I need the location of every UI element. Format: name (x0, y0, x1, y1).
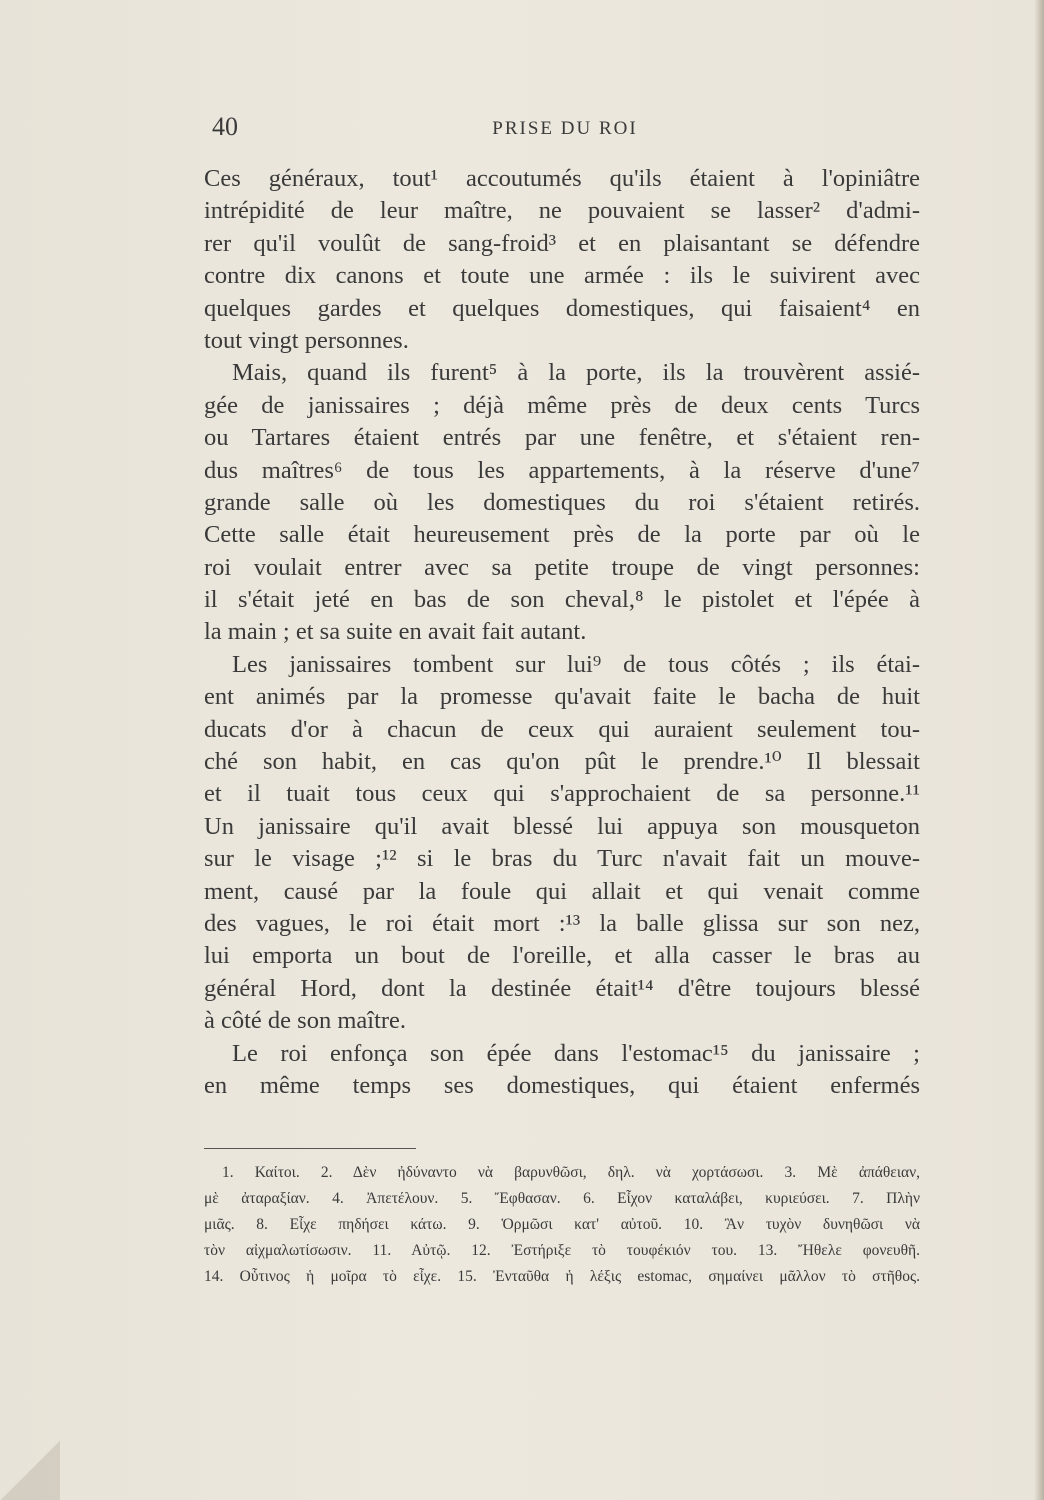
body-text (204, 163, 920, 1102)
text-line: ment, causé par la foule qui allait et qui venait comme (204, 877, 920, 905)
footnote-line: μὲ ἀταραξίαν. 4. Ἀπετέλουν. 5. Ἔφθασαν. 6. Εἶχον καταλάβει, κυριεύσει. 7. Πλὴν (204, 1190, 920, 1207)
text-line: Ces généraux, tout¹ accoutumés qu'ils étaient à l'opiniâtre (204, 165, 920, 192)
text-line: roi voulait entrer avec sa petite troupe de vingt personnes: (204, 553, 920, 581)
text-line: gée de janissaires ; déjà même près de deux cents Turcs (204, 391, 920, 419)
text-line: intrépidité de leur maître, ne pouvaient se lasser² d'admi- (204, 197, 920, 225)
page-number: 40 (212, 112, 238, 141)
text-line: Cette salle était heureusement près de la porte par où le (204, 521, 920, 549)
text-line: grande salle où les domestiques du roi s'étaient retirés. (204, 488, 920, 516)
footnotes (204, 1160, 920, 1290)
text-line: quelques gardes et quelques domestiques, qui faisaient⁴ en (204, 294, 920, 322)
text-line: et il tuait tous ceux qui s'approchaient de sa personne.¹¹ (204, 780, 920, 808)
footnote-line: 1. Καίτοι. 2. Δὲν ἠδύναντο νὰ βαρυνθῶσι, δηλ. νὰ χορτάσωσι. 3. Μὲ ἀπάθειαν, (222, 1164, 920, 1181)
text-line: lui emporta un bout de l'oreille, et alla casser le bras au (204, 942, 920, 970)
page-header (212, 112, 918, 152)
text-line: en même temps ses domestiques, qui étaient enfermés (204, 1071, 920, 1099)
text-line: dus maîtres⁶ de tous les appartements, à la réserve d'une⁷ (204, 456, 920, 484)
text-line: la main ; et sa suite en avait fait autant. (204, 618, 587, 646)
text-line: ché son habit, en cas qu'on pût le prendre.¹⁰ Il blessait (204, 748, 920, 776)
footnote-line: τὸν αἰχμαλωτίσωσιν. 11. Αὐτῷ. 12. Ἐστήριξε τὸ τουφέκιόν του. 13. Ἤθελε φονευθῆ. (204, 1242, 920, 1259)
running-head: PRISE DU ROI (492, 118, 638, 139)
text-line: Les janissaires tombent sur lui⁹ de tous côtés ; ils étai- (232, 650, 920, 678)
page-edge-shadow (1034, 0, 1044, 1500)
text-line: il s'était jeté en bas de son cheval,⁸ le pistolet et l'épée à (204, 586, 920, 614)
footnote-line: μιᾶς. 8. Εἶχε πηδήσει κάτω. 9. Ὁρμῶσι κατ' αὐτοῦ. 10. Ἂν τυχὸν δυνηθῶσι νὰ (204, 1216, 920, 1233)
text-line: ou Tartares étaient entrés par une fenêtre, et s'étaient ren- (204, 424, 920, 452)
footnote-line: 14. Οὗτινος ἡ μοῖρα τὸ εἶχε. 15. Ἐνταῦθα ἡ λέξις estomac, σημαίνει μᾶλλον τὸ στῆθος. (204, 1268, 920, 1285)
page-corner (0, 1440, 60, 1500)
text-line: général Hord, dont la destinée était¹⁴ d'être toujours blessé (204, 974, 920, 1002)
text-line: à côté de son maître. (204, 1007, 407, 1035)
text-line: Le roi enfonça son épée dans l'estomac¹⁵ du janissaire ; (232, 1039, 920, 1067)
text-line: sur le visage ;¹² si le bras du Turc n'avait fait un mouve- (204, 845, 920, 873)
text-line: Un janissaire qu'il avait blessé lui appuya son mousqueton (204, 812, 920, 840)
text-line: Mais, quand ils furent⁵ à la porte, ils la trouvèrent assié- (232, 359, 920, 387)
text-line: tout vingt personnes. (204, 326, 409, 354)
text-line: ducats d'or à chacun de ceux qui auraient seulement tou- (204, 715, 920, 743)
text-line: ent animés par la promesse qu'avait faite le bacha de huit (204, 683, 920, 711)
text-line: rer qu'il voulût de sang-froid³ et en plaisantant se défendre (204, 229, 920, 257)
footnote-rule (204, 1148, 416, 1149)
text-line: contre dix canons et toute une armée : ils le suivirent avec (204, 262, 920, 290)
text-line: des vagues, le roi était mort :¹³ la balle glissa sur son nez, (204, 909, 920, 937)
